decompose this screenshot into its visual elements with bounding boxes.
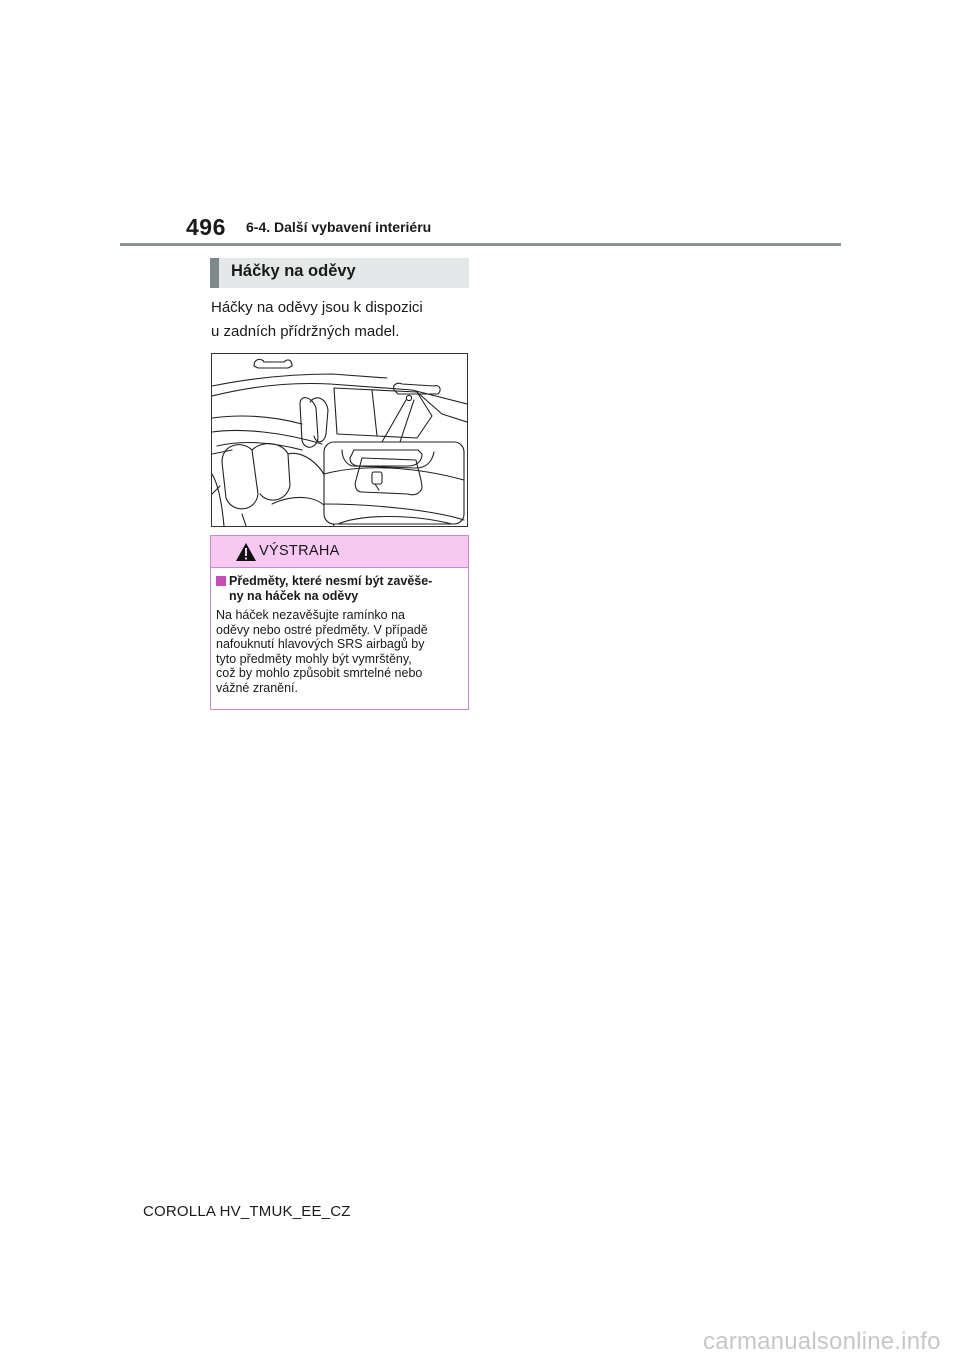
section-title: 6-4. Další vybavení interiéru	[246, 219, 432, 235]
heading-box	[210, 258, 469, 288]
warning-triangle-icon	[235, 542, 257, 562]
body-line-1: Háčky na oděvy jsou k dispozici	[211, 299, 423, 316]
warning-line: nafouknutí hlavových SRS airbagů by	[216, 637, 425, 651]
warning-body	[216, 608, 466, 695]
heading-title: Háčky na oděvy	[231, 262, 356, 280]
watermark: carmanualsonline.info	[703, 1328, 941, 1355]
warning-line: Na háček nezavěšujte ramínko na	[216, 608, 405, 622]
warning-line: oděvy nebo ostré předměty. V případě	[216, 622, 428, 637]
warning-sub-line-1: Předměty, které nesmí být zavěše-	[229, 574, 433, 588]
warning-line: tyto předměty mohly být vymrštěny,	[216, 651, 412, 666]
body-text	[211, 296, 473, 344]
body-line-2: u zadních přídržných madel.	[211, 323, 400, 340]
page-number: 496	[186, 214, 226, 240]
car-interior-icon	[212, 354, 467, 526]
warning-box	[210, 535, 469, 710]
footer-model-code: COROLLA HV_TMUK_EE_CZ	[143, 1203, 351, 1220]
warning-title: VÝSTRAHA	[259, 543, 340, 559]
warning-sub-line-2: ny na háček na oděvy	[229, 589, 359, 603]
coat-hook-illustration	[211, 353, 468, 527]
warning-line: vážné zranění.	[216, 680, 298, 695]
warning-subheading	[216, 574, 466, 604]
header-divider	[120, 243, 841, 246]
warning-line: což by mohlo způsobit smrtelné nebo	[216, 666, 423, 680]
warning-header	[211, 536, 468, 568]
bullet-square-icon	[216, 576, 226, 586]
